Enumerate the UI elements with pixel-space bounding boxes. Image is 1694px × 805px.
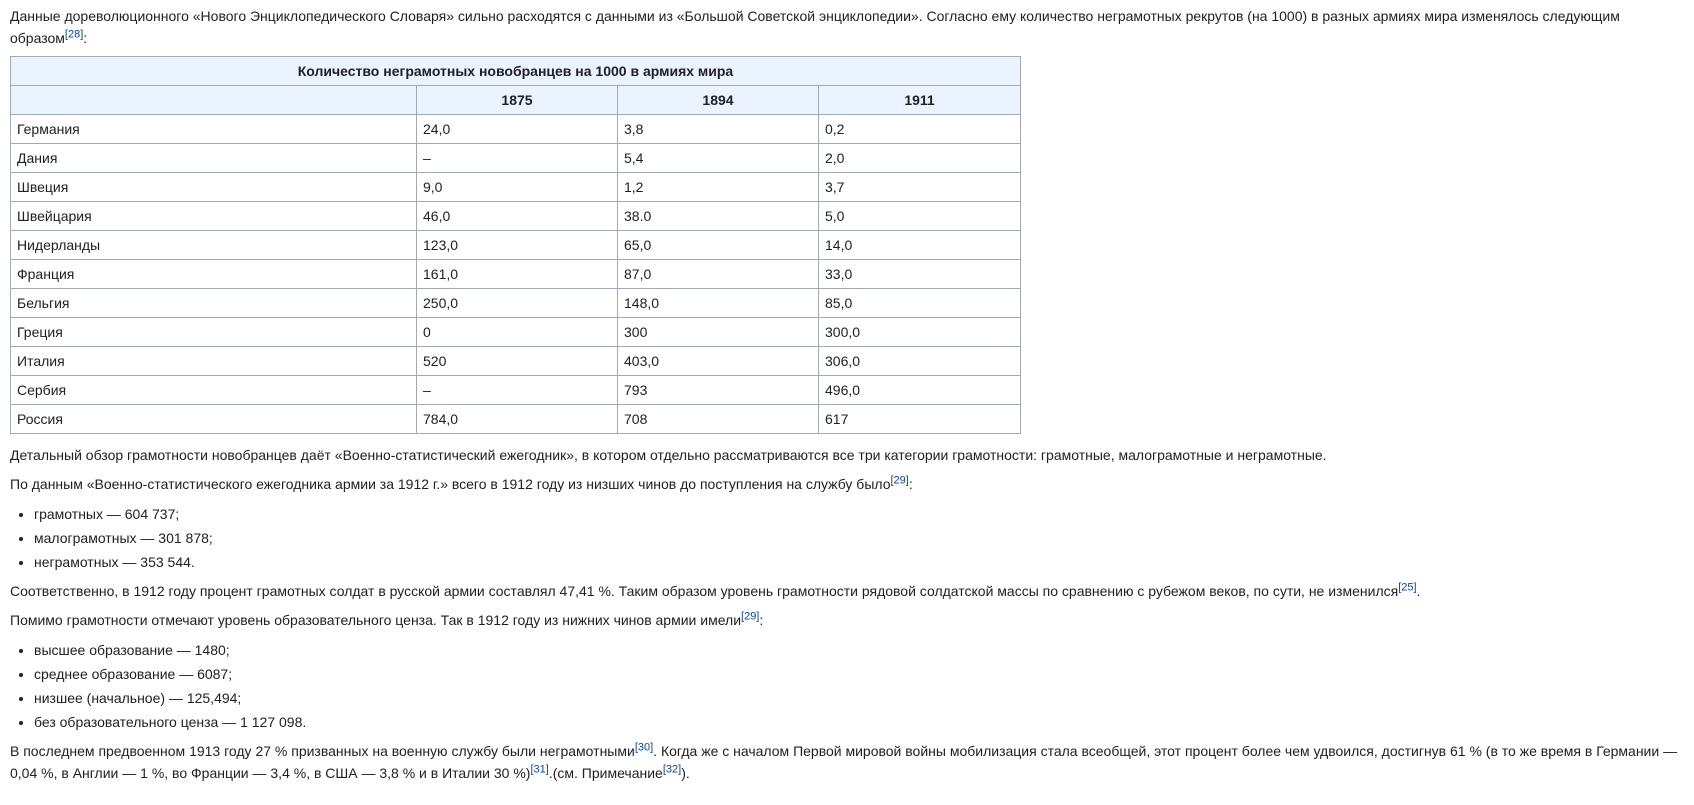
value-cell: 0 [417, 318, 618, 347]
table-header-cell: 1911 [819, 86, 1021, 115]
value-cell: 784,0 [417, 405, 618, 434]
country-cell: Нидерланды [11, 231, 417, 260]
value-cell: 708 [618, 405, 819, 434]
education-list [10, 638, 1684, 734]
value-cell: 3,8 [618, 115, 819, 144]
ref-31[interactable] [530, 763, 548, 775]
table-row [11, 347, 1021, 376]
detail-paragraph: Детальный обзор грамотности новобранцев даёт «Военно-статистический ежегодник», в котором отдельно рассматриваются все три категории грамотности: грамотные, малограмотные и неграмотные. [10, 447, 1327, 463]
value-cell: 65,0 [618, 231, 819, 260]
value-cell: 87,0 [618, 260, 819, 289]
list-item: • малограмотных — 301 878; [34, 526, 1684, 550]
country-cell: Дания [11, 144, 417, 173]
last-text-a: В последнем предвоенном 1913 году 27 % призванных на военную службу были неграмотными [10, 743, 635, 759]
value-cell: 300 [618, 318, 819, 347]
percent-paragraph [10, 580, 1684, 602]
country-cell: Италия [11, 347, 417, 376]
education-end: : [759, 612, 764, 628]
ref-link[interactable]: [30] [634, 741, 654, 754]
list-item: • грамотных — 604 737; [34, 502, 1684, 526]
education-text: Помимо грамотности отмечают уровень образовательного ценза. Так в 1912 году из нижних чинов армии имели [10, 612, 742, 628]
value-cell: 33,0 [819, 260, 1021, 289]
country-cell: Бельгия [11, 289, 417, 318]
intro-text: Данные дореволюционного «Нового Энциклопедического Словаря» сильно расходятся с данными из «Большой Советской энциклопедии». Согласно ему количество неграмотных рекрутов (на 1000) в разных армиях мира изменялось следующим образом [10, 8, 1620, 46]
value-cell: 85,0 [819, 289, 1021, 318]
list-item: • низшее (начальное) — 125,494; [34, 686, 1684, 710]
literacy-list [10, 502, 1684, 574]
value-cell: 617 [819, 405, 1021, 434]
list-item: • высшее образование — 1480; [34, 638, 1684, 662]
last-text-c: .(см. Примечание [548, 765, 663, 781]
table-row [11, 318, 1021, 347]
yearbook-end: : [908, 476, 913, 492]
table-row [11, 202, 1021, 231]
value-cell: 9,0 [417, 173, 618, 202]
table-row [11, 115, 1021, 144]
value-cell: 46,0 [417, 202, 618, 231]
value-cell: 24,0 [417, 115, 618, 144]
illiteracy-table [10, 56, 1021, 434]
value-cell: 300,0 [819, 318, 1021, 347]
value-cell: – [417, 144, 618, 173]
country-cell: Германия [11, 115, 417, 144]
ref-32[interactable] [663, 763, 681, 775]
table-header-cell: 1894 [618, 86, 819, 115]
intro-end: : [83, 30, 88, 46]
value-cell: – [417, 376, 618, 405]
list-item: • без образовательного ценза — 1 127 098. [34, 710, 1684, 734]
ref-link[interactable]: [32] [662, 763, 682, 776]
table-header-cell [11, 86, 417, 115]
yearbook-paragraph [10, 473, 1684, 495]
ref-25[interactable] [1398, 581, 1416, 593]
value-cell: 3,7 [819, 173, 1021, 202]
value-cell: 14,0 [819, 231, 1021, 260]
value-cell: 793 [618, 376, 819, 405]
table-row [11, 144, 1021, 173]
list-item: • среднее образование — 6087; [34, 662, 1684, 686]
yearbook-text: По данным «Военно-статистического ежегодника армии за 1912 г.» всего в 1912 году из низших чинов до поступления на службу было [10, 476, 891, 492]
value-cell: 1,2 [618, 173, 819, 202]
ref-29[interactable] [891, 474, 909, 486]
value-cell: 123,0 [417, 231, 618, 260]
table-row [11, 405, 1021, 434]
country-cell: Франция [11, 260, 417, 289]
value-cell: 2,0 [819, 144, 1021, 173]
percent-end: . [1416, 583, 1421, 599]
table-row [11, 289, 1021, 318]
ref-link[interactable]: [31] [530, 763, 549, 776]
education-paragraph [10, 609, 1684, 631]
list-item: • неграмотных — 353 544. [34, 550, 1684, 574]
ref-30[interactable] [635, 741, 653, 753]
country-cell: Швеция [11, 173, 417, 202]
table-row [11, 231, 1021, 260]
value-cell: 496,0 [819, 376, 1021, 405]
value-cell: 520 [417, 347, 618, 376]
value-cell: 250,0 [417, 289, 618, 318]
ref-28[interactable] [65, 28, 83, 40]
table-caption: Количество неграмотных новобранцев на 1000 в армиях мира [11, 57, 1021, 86]
table-header-row [11, 86, 1021, 115]
value-cell: 0,2 [819, 115, 1021, 144]
country-cell: Швейцария [11, 202, 417, 231]
table-row [11, 260, 1021, 289]
value-cell: 5,4 [618, 144, 819, 173]
ref-link[interactable]: [28] [64, 28, 84, 41]
table-row [11, 173, 1021, 202]
last-text-d: ). [681, 765, 690, 781]
ref-link[interactable]: [29] [890, 474, 909, 487]
country-cell: Греция [11, 318, 417, 347]
value-cell: 403,0 [618, 347, 819, 376]
last-text-b: . Когда же с началом Первой мировой войны мобилизация стала всеобщей, этот процент более чем удвоился, достигнув 61 % (в то же время в Германии — 0,04 %, в Англии — 1 %, во Франции — 3,4 %, в США — 3,8 % и в Италии 30 %) [10, 743, 1678, 781]
value-cell: 306,0 [819, 347, 1021, 376]
percent-text: Соответственно, в 1912 году процент грамотных солдат в русской армии составлял 47,41 %. Таким образом уровень грамотности рядовой солдатской массы по сравнению с рубежом веков, по сути, не изменился [10, 583, 1399, 599]
intro-paragraph [10, 5, 1684, 49]
last-paragraph [10, 740, 1684, 784]
country-cell: Россия [11, 405, 417, 434]
ref-link[interactable]: [29] [741, 610, 760, 623]
table-row [11, 376, 1021, 405]
value-cell: 38.0 [618, 202, 819, 231]
country-cell: Сербия [11, 376, 417, 405]
ref-29[interactable] [741, 610, 759, 622]
value-cell: 148,0 [618, 289, 819, 318]
value-cell: 161,0 [417, 260, 618, 289]
table-header-cell: 1875 [417, 86, 618, 115]
value-cell: 5,0 [819, 202, 1021, 231]
ref-link[interactable]: [25] [1398, 581, 1417, 594]
